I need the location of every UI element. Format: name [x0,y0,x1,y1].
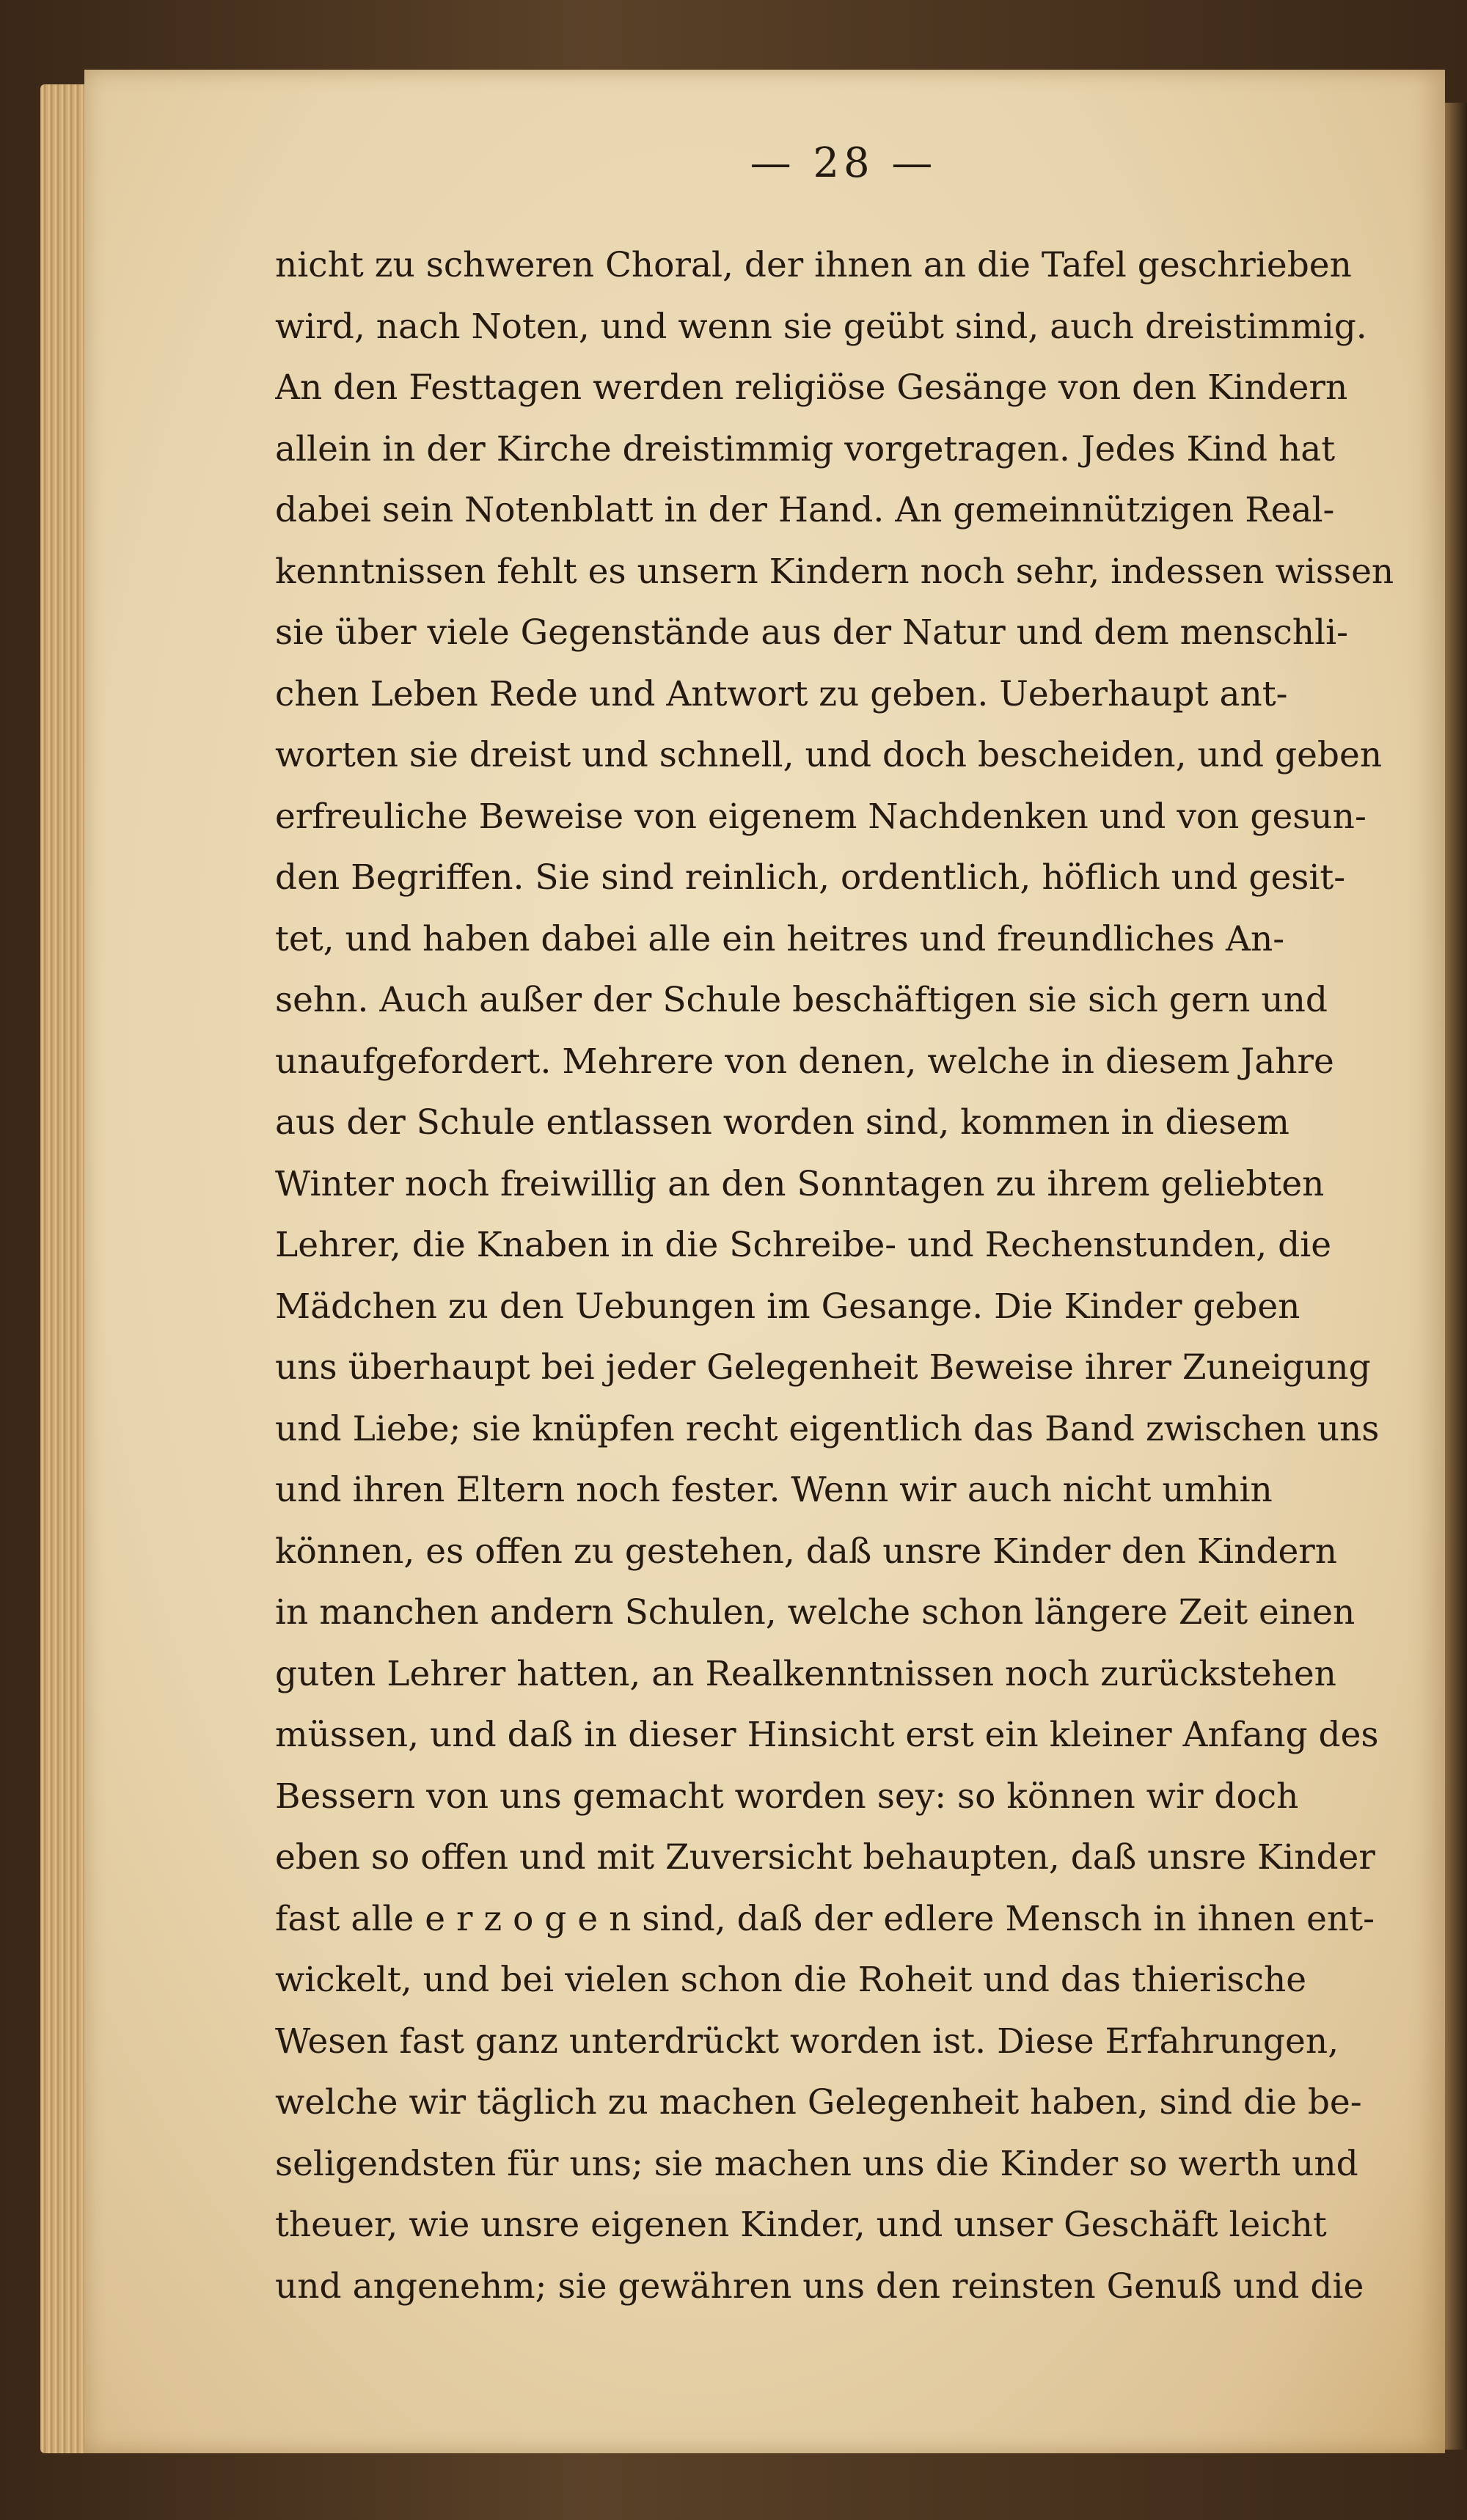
text-line: sehn. Auch außer der Schule beschäftigen sie sich gern und [275,980,1328,1020]
text-line: worten sie dreist und schnell, und doch bescheiden, und geben [275,735,1383,775]
text-line: in manchen andern Schulen, welche schon längere Zeit einen [275,1592,1356,1633]
text-line: guten Lehrer hatten, an Realkenntnissen noch zurückstehen [275,1653,1336,1694]
text-line: tet, und haben dabei alle ein heitres und freundliches An- [275,918,1285,959]
text-line: wird, nach Noten, und wenn sie geübt sind, auch dreistimmig. [275,306,1367,347]
text-line: unaufgefordert. Mehrere von denen, welche in diesem Jahre [275,1041,1334,1082]
text-line: wickelt, und bei vielen schon die Roheit und das thierische [275,1960,1307,2000]
text-line: nicht zu schweren Choral, der ihnen an die Tafel geschrieben [275,245,1352,285]
page-number-header: — 28 — [750,139,937,187]
text-line: seligendsten für uns; sie machen uns die Kinder so werth und [275,2143,1358,2184]
text-line: kenntnissen fehlt es unsern Kindern noch sehr, indessen wissen [275,551,1394,592]
text-line: chen Leben Rede und Antwort zu geben. Ueberhaupt ant- [275,673,1288,714]
text-line: Mädchen zu den Uebungen im Gesange. Die Kinder geben [275,1286,1300,1327]
text-line: eben so offen und mit Zuversicht behaupten, daß unsre Kinder [275,1837,1375,1878]
text-line: sie über viele Gegenstände aus der Natur und dem menschli- [275,612,1348,653]
body-text [275,235,1449,2317]
text-line: theuer, wie unsre eigenen Kinder, und unser Geschäft leicht [275,2205,1327,2245]
text-line: welche wir täglich zu machen Gelegenheit haben, sind die be- [275,2082,1362,2122]
text-line: Lehrer, die Knaben in die Schreibe- und Rechenstunden, die [275,1225,1332,1265]
text-line: allein in der Kirche dreistimmig vorgetragen. Jedes Kind hat [275,428,1336,469]
text-line: erfreuliche Beweise von eigenem Nachdenken und von gesun- [275,796,1367,837]
text-line: und angenehm; sie gewähren uns den reinsten Genuß und die [275,2266,1364,2307]
text-line: fast alle e r z o g e n sind, daß der edlere Mensch in ihnen ent- [275,1898,1375,1939]
text-line: aus der Schule entlassen worden sind, kommen in diesem [275,1102,1289,1143]
text-line: Bessern von uns gemacht worden sey: so können wir doch [275,1776,1299,1817]
text-line: uns überhaupt bei jeder Gelegenheit Beweise ihrer Zuneigung [275,1347,1371,1388]
text-line: den Begriffen. Sie sind reinlich, ordentlich, höflich und gesit- [275,857,1346,898]
text-line: An den Festtagen werden religiöse Gesänge von den Kindern [275,367,1348,408]
text-line: Wesen fast ganz unterdrückt worden ist. Diese Erfahrungen, [275,2021,1339,2062]
text-line: müssen, und daß in dieser Hinsicht erst ein kleiner Anfang des [275,1715,1379,1755]
text-line: Winter noch freiwillig an den Sonntagen zu ihrem geliebten [275,1163,1325,1204]
text-line: können, es offen zu gestehen, daß unsre Kinder den Kindern [275,1531,1338,1572]
text-line: und ihren Eltern noch fester. Wenn wir auch nicht umhin [275,1470,1273,1510]
text-line: und Liebe; sie knüpfen recht eigentlich das Band zwischen uns [275,1408,1380,1449]
text-line: dabei sein Notenblatt in der Hand. An gemeinnützigen Real- [275,490,1335,530]
